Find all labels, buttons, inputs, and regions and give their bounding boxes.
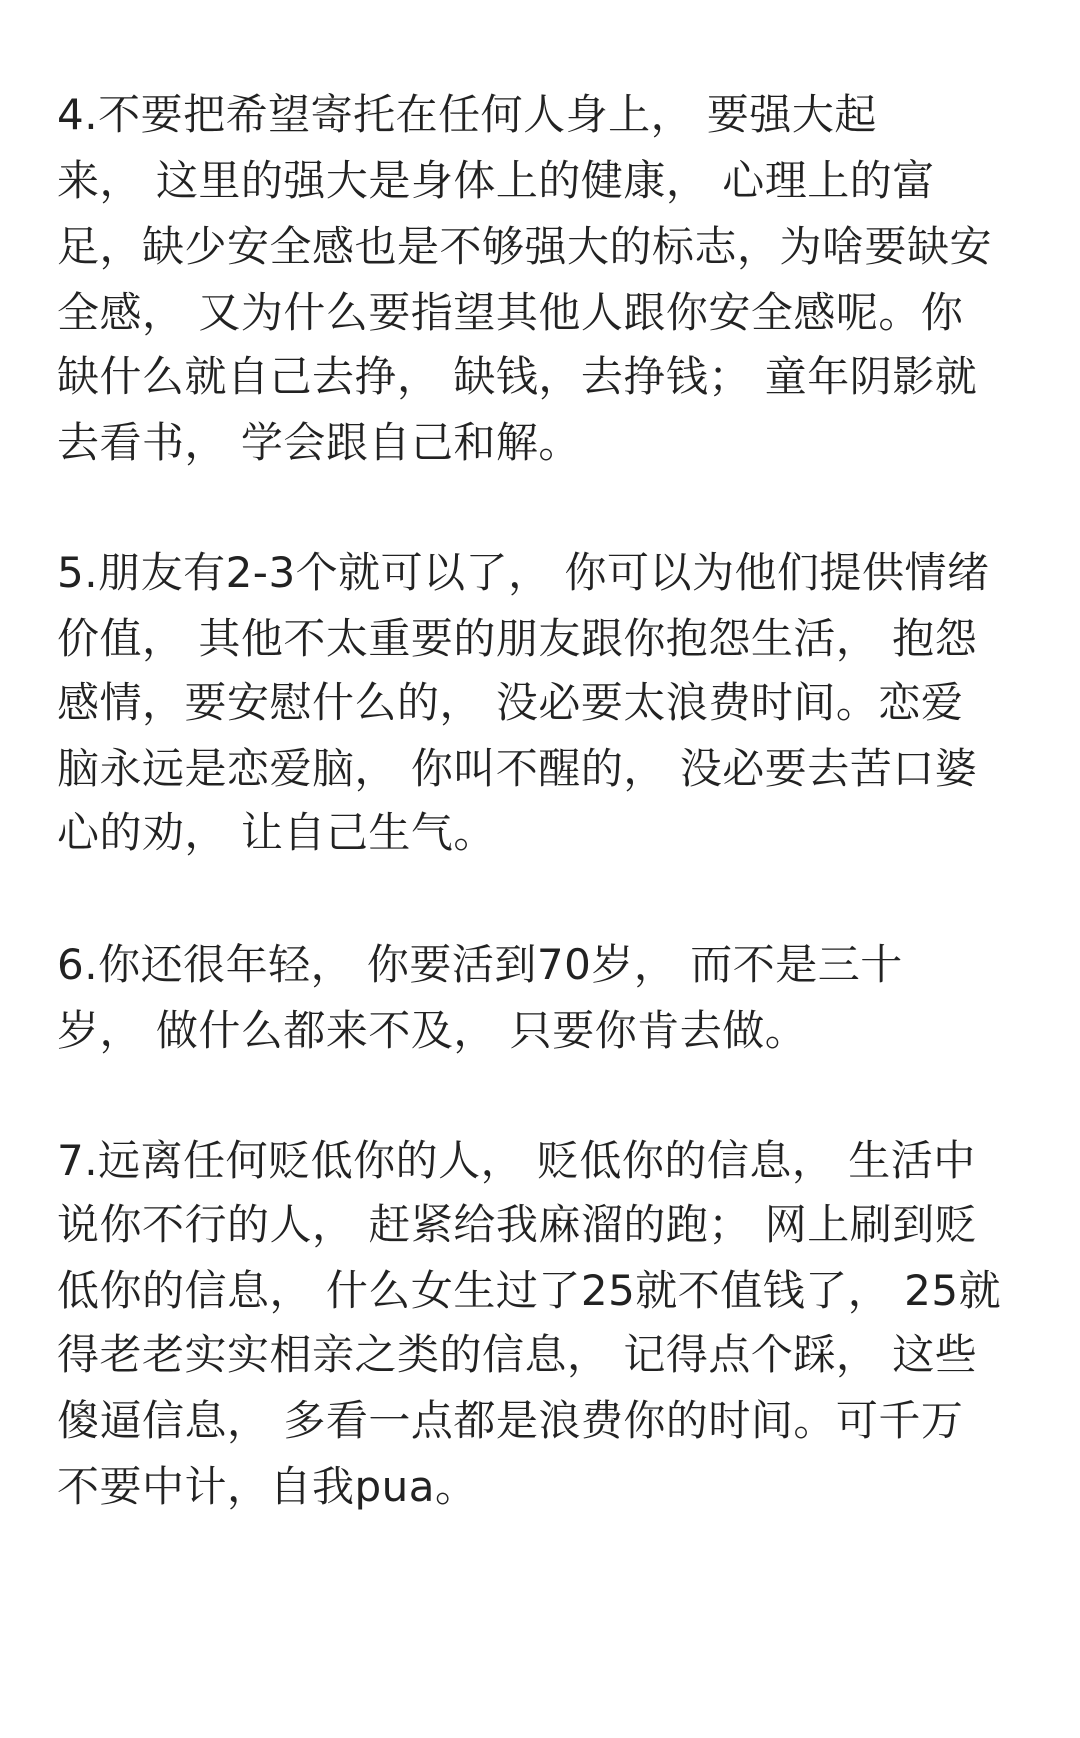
text-line: 不要中计，自我pua。 [57,1462,478,1511]
text-line: 脑永远是恋爱脑， 你叫不醒的， 没必要去苦口婆 [57,744,978,793]
text-line: 傻逼信息， 多看一点都是浪费你的时间。可千万 [57,1396,964,1445]
text-line: 来， 这里的强大是身体上的健康， 心理上的富 [57,156,935,205]
text-line: 去看书， 学会跟自己和解。 [57,418,581,467]
text-line: 6.你还很年轻， 你要活到70岁， 而不是三十 [57,940,903,989]
text-line: 7.远离任何贬低你的人， 贬低你的信息， 生活中 [57,1136,976,1185]
text-line: 缺什么就自己去挣， 缺钱，去挣钱； 童年阴影就 [57,352,978,401]
text-line: 足，缺少安全感也是不够强大的标志，为啥要缺安 [57,222,993,271]
text-line: 5.朋友有2-3个就可以了， 你可以为他们提供情绪 [57,548,990,597]
text-line: 价值， 其他不太重要的朋友跟你抱怨生活， 抱怨 [57,614,978,663]
text-line: 感情，要安慰什么的， 没必要太浪费时间。恋爱 [57,678,964,727]
text-line: 低你的信息， 什么女生过了25就不值钱了， 25就 [57,1266,1002,1315]
text-line: 全感， 又为什么要指望其他人跟你安全感呢。你 [57,288,964,337]
text-line: 岁， 做什么都来不及， 只要你肯去做。 [57,1006,808,1055]
text-line: 心的劝， 让自己生气。 [57,808,496,857]
text-line: 得老老实实相亲之类的信息， 记得点个踩， 这些 [57,1330,978,1379]
text-line: 4.不要把希望寄托在任何人身上， 要强大起 [57,90,877,139]
text-line: 说你不行的人， 赶紧给我麻溜的跑； 网上刷到贬 [57,1200,978,1249]
